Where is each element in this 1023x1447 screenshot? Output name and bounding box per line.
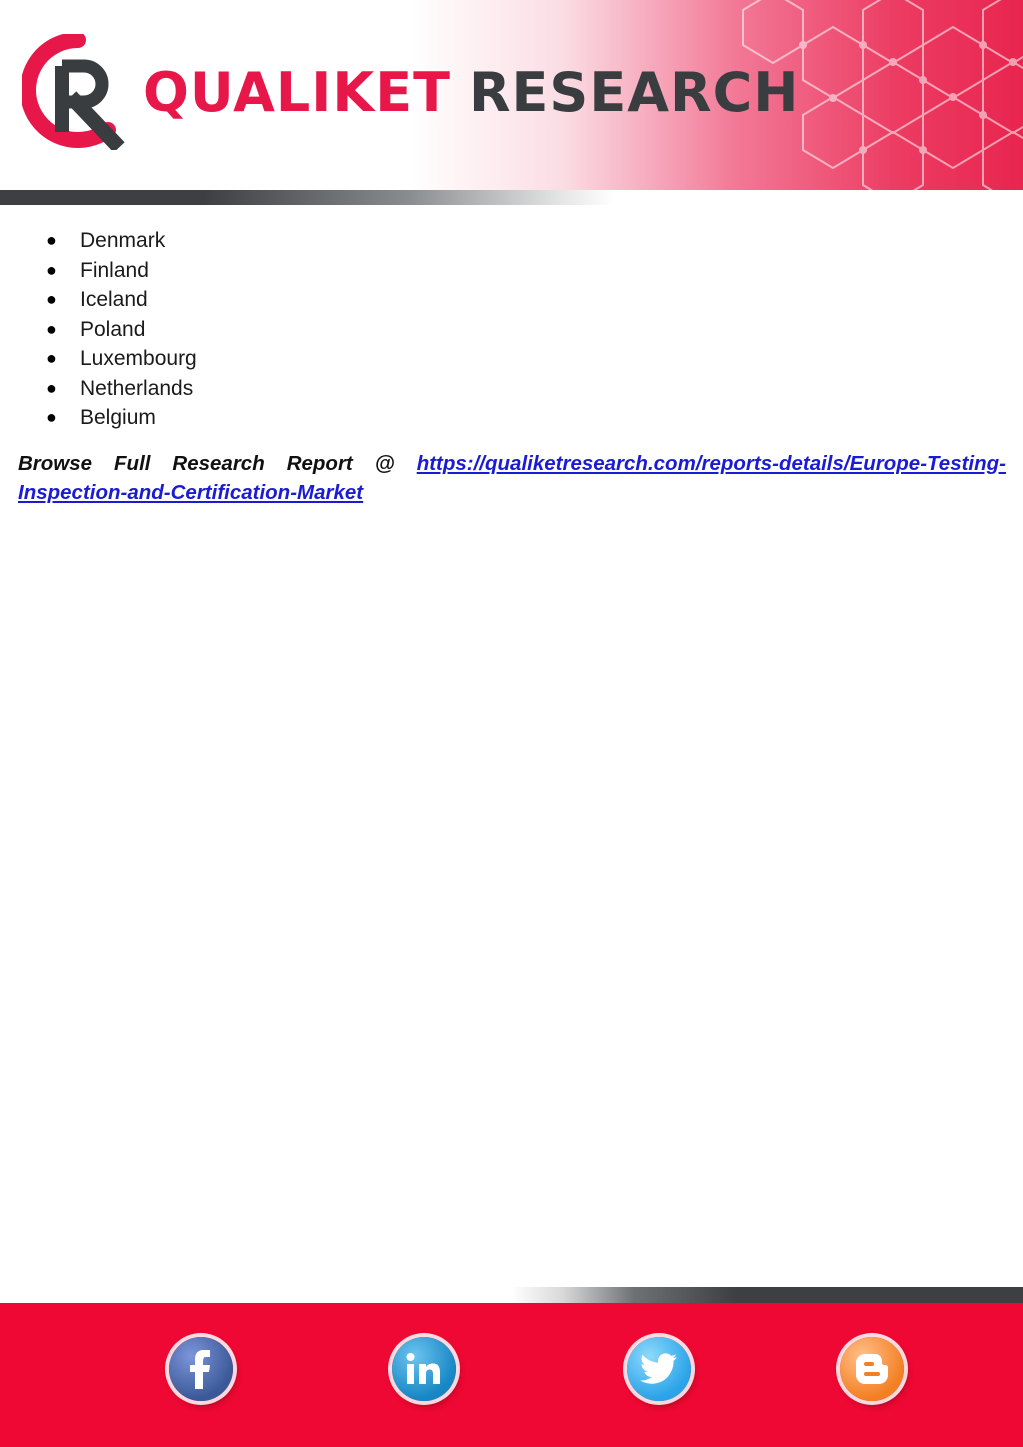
list-item-text: Poland <box>80 317 146 341</box>
list-item <box>18 315 1006 345</box>
list-item-text: Iceland <box>80 288 148 311</box>
blogger-icon[interactable] <box>840 1337 904 1401</box>
bullet-icon: ● <box>46 259 57 280</box>
bullet-icon: ● <box>46 318 57 339</box>
footer-social-bar <box>0 1303 1023 1447</box>
list-item <box>18 403 1006 433</box>
list-item <box>18 285 1006 315</box>
footer-divider <box>0 1287 1023 1303</box>
bullet-icon: ● <box>46 348 57 368</box>
twitter-icon[interactable] <box>627 1337 691 1401</box>
list-item-text: Denmark <box>80 229 166 252</box>
list-item-text: Luxembourg <box>80 347 197 370</box>
list-item <box>18 256 1006 286</box>
bullet-icon: ● <box>46 289 57 309</box>
bullet-icon: ● <box>46 407 57 427</box>
facebook-icon[interactable] <box>169 1337 233 1401</box>
linkedin-icon[interactable] <box>392 1337 456 1401</box>
list-item <box>18 344 1006 374</box>
list-item-text: Netherlands <box>80 376 194 400</box>
list-item-text: Belgium <box>80 406 156 429</box>
browse-report-paragraph <box>18 449 1006 508</box>
logo-icon <box>22 34 134 150</box>
list-item <box>18 226 1006 256</box>
report-link[interactable]: https://qualiketresearch.com/reports-details/Europe-Testing-Inspection-and-Certification-Market <box>18 451 1006 504</box>
bullet-icon: ● <box>46 230 57 250</box>
bullet-icon: ● <box>46 377 57 398</box>
header-divider <box>0 190 1023 205</box>
list-item-text: Finland <box>80 258 149 282</box>
logo-word-research: RESEARCH <box>468 60 800 124</box>
browse-label: Browse Full Research Report @ <box>18 451 395 475</box>
logo-word-qualiket: QUALIKET <box>143 60 451 124</box>
list-item <box>18 374 1006 404</box>
country-list <box>18 226 1006 433</box>
document-body <box>18 226 1006 528</box>
header-banner <box>0 0 1023 190</box>
logo-wordmark <box>143 62 799 122</box>
